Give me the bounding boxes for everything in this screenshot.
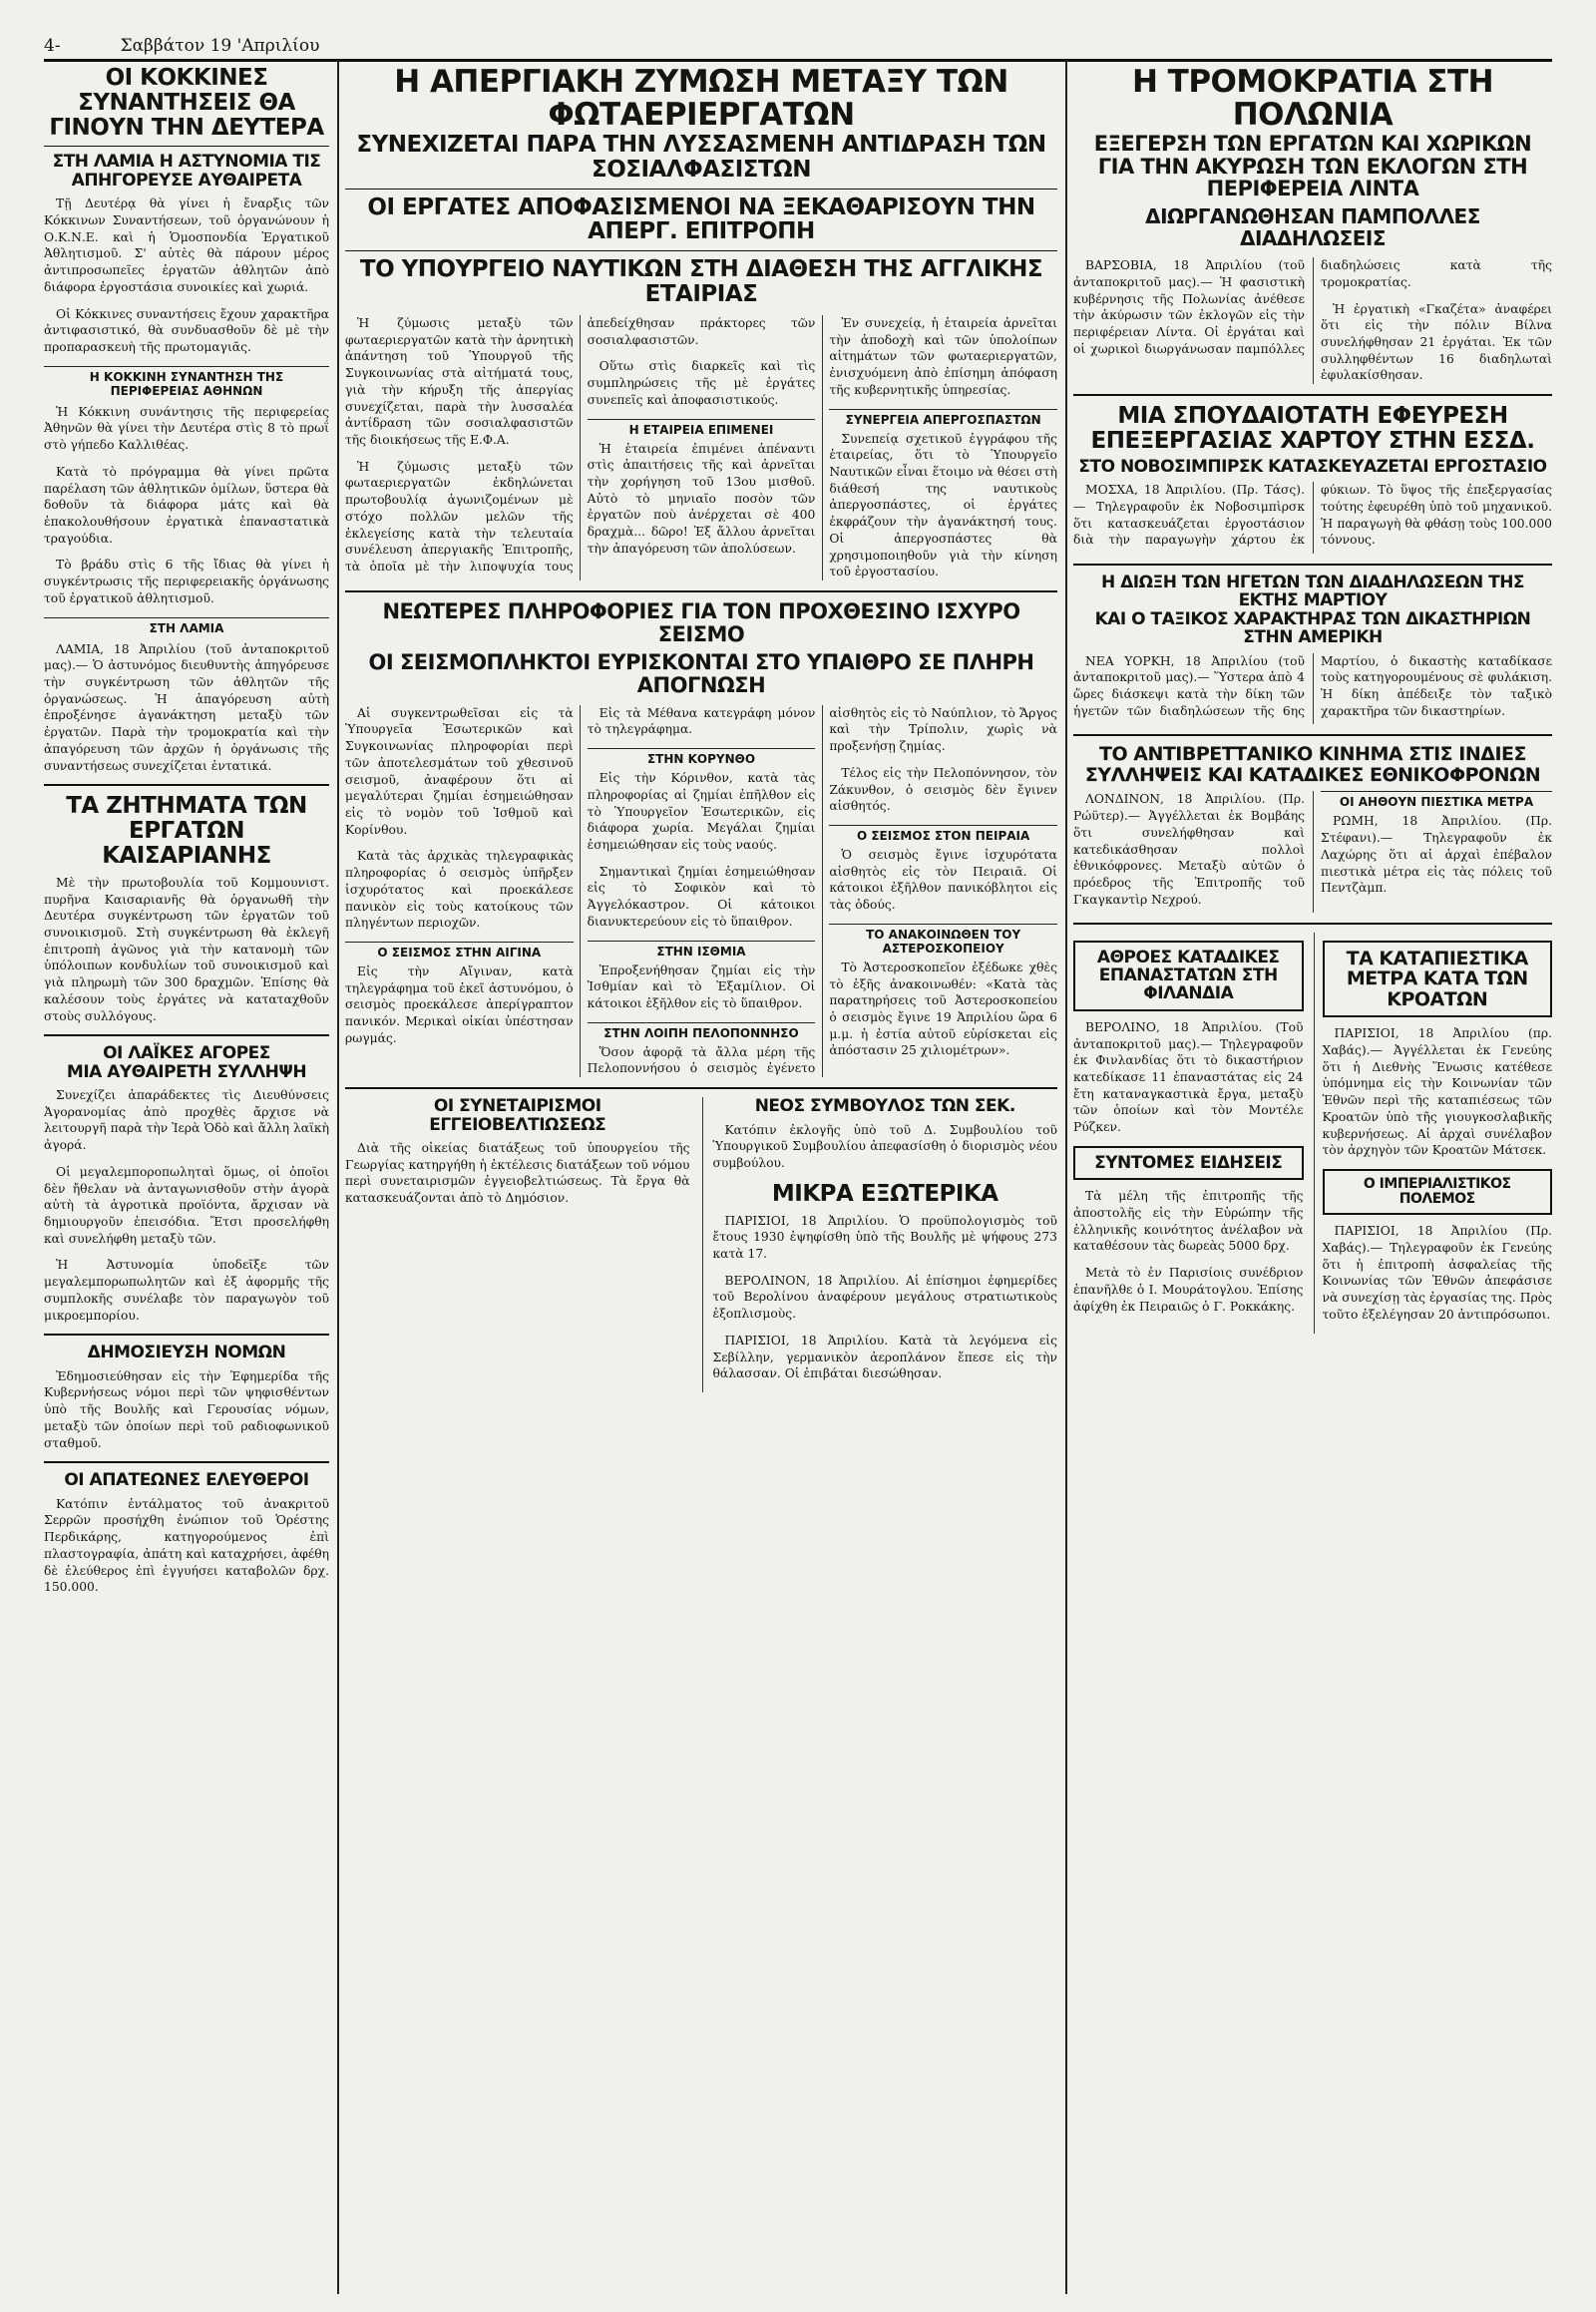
poland-article	[1073, 257, 1552, 384]
article-paragraph: Ἡ Ἀστυνομία ὑποδεῖξε τῶν μεγαλεμπορωπωλητῶν καὶ ἐξ ἀφορμῆς τῆς συμπλοκῆς συνέλαβε τὸν παραγωγὸν τοῦ μικροεμπορίου.	[44, 1258, 329, 1323]
article-paragraph: Οἱ Κόκκινες συναντήσεις ἔχουν χαρακτῆρα ἀντιφασιστικό, θὰ συνδυασθοῦν δὲ μὲ τὴν προπαρασκευὴ τῆς πρωτομαγιᾶς.	[44, 306, 329, 354]
headline-finland: ΑΘΡΟΕΣ ΚΑΤΑΔΙΚΕΣ ΕΠΑΝΑΣΤΑΤΩΝ ΣΤΗ ΦΙΛΑΝΔΙΑ	[1096, 947, 1280, 1004]
headline-cooperatives: ΟΙ ΣΥΝΕΤΑΙΡΙΣΜΟΙ ΕΓΓΕΙΟΒΕΛΤΙΩΣΕΩΣ	[429, 1096, 606, 1135]
article-paragraph: ΜΟΣΧΑ, 18 Ἀπριλίου. (Πρ. Τάσς).— Τηλεγραφοῦν ἐκ Νοβοσιμπὶρσκ ὅτι κατασκευάζεται ἐργοστάσιον διὰ τὴν παραγωγὴν χάρτου ἐκ φύκιων. Τὸ ὕψος τῆς ἐπεξεργασίας τούτης ἐφευρέθη ὑπὸ τοῦ μηχανικοῦ. Ἡ παραγωγὴ θὰ φθάσῃ τοὺς 100.000 τόννους.	[1073, 483, 1552, 548]
article-paragraph: Σημαντικαὶ ζημίαι ἐσημειώθησαν εἰς τὸ Σοφικὸν καὶ τὸ Ἀγγελόκαστρον. Οἱ κάτοικοι διανυκτερεύουν εἰς τὸ ὕπαιθρον.	[587, 864, 816, 929]
article-paragraph: Εἰς τὰ Μέθανα κατεγράφη μόνον τὸ τηλεγράφημα.	[587, 705, 816, 737]
section-subheading: ΟΙ ΑΗΘΟΥΝ ΠΙΕΣΤΙΚΑ ΜΕΤΡΑ	[1321, 791, 1552, 809]
article-paragraph: Μὲ τὴν πρωτοβουλία τοῦ Κομμουνιστ. πυρῆνα Καισαριανῆς θὰ ὀργανωθῆ τὴν Δευτέρα συγκέντρωση τῶν ἐργατῶν τοῦ συνοικισμοῦ. Στὴ συγκέντρωση θὰ ἐκλεγῆ ἐπιτροπὴ ἀγῶνος γιὰ τὴν κατανομὴ τῶν ὑπόλοιπων κονδυλίων τοῦ συνοικισμοῦ καὶ γιὰ πληρωμὴ τῶν 300 δραχμῶν. Ἐπίσης θὰ καλέσουν τοὺς ἐργάτες νὰ καταταχθοῦν στοὺς συλλόγους.	[44, 875, 329, 1023]
article-paragraph: Τὰ μέλη τῆς ἐπιτροπῆς τῆς ἀποστολῆς εἰς τὴν Εὐρώπην τῆς ἐλληνικῆς κοινότητος ἀνέλαβον νὰ καταθέσουν τὰς δωρεὰς 5000 δρχ.	[1073, 1189, 1304, 1254]
irrigation-article	[345, 1097, 690, 1392]
section-subheading: ΤΟ ΑΝΑΚΟΙΝΩΘΕΝ ΤΟΥ ΑΣΤΕΡΟΣΚΟΠΕΙΟΥ	[829, 924, 1057, 956]
article-paragraph: Εἰς τὴν Αἴγιναν, κατὰ τηλεγράφημα τοῦ ἐκεῖ ἀστυνόμου, ὁ σεισμὸς προεκάλεσε ἀπερίγραπτον πανικόν. Μερικαὶ οἰκίαι ὑπέστησαν ρωγμάς.	[345, 964, 574, 1045]
invention-article	[1073, 482, 1552, 554]
article-paragraph: Ἐπροξενήθησαν ζημίαι εἰς τὴν Ἰσθμίαν καὶ τὸ Ἐξαμίλιον. Οἱ κάτοικοι ἐξῆλθον εἰς τὸ ὕπαιθρον.	[587, 963, 816, 1010]
section-subheading: ΣΤΗΝ ΚΟΡΥΝΘΟ	[588, 748, 816, 766]
article-paragraph: Ἡ ἑταιρεία ἐπιμένει ἀπέναντι στὶς ἀπαιτήσεις τῆς καὶ ἀρνεῖται τὴν χορήγηση τοῦ 13ου μισθοῦ. Αὐτὸ τὸ μηνιαῖο ποσὸν τῶν ἐργατῶν ποὺ ἀνέρχεται σὲ 400 δραχμὰ... δῶρο! Ἐξ ἄλλου ἀρνεῖται τὴν ἀπαγόρευση τῶν ἀπολύσεων.	[587, 441, 816, 556]
center-column	[345, 66, 1057, 2290]
america-article	[1073, 653, 1552, 725]
strike-article	[345, 315, 1057, 580]
article-paragraph: Αἱ συγκεντρωθεῖσαι εἰς τὰ Ὑπουργεῖα Ἐσωτερικῶν καὶ Συγκοινωνίας πληροφορίαι περὶ τῶν ἀποτελεσμάτων τοῦ χθεσινοῦ σεισμοῦ, ἀναφέρουν ὅτι αἱ μεγαλύτεραι ζημίαι ἐσημειώθησαν εἰς τὸ νομὸν τοῦ Ἰσθμοῦ καὶ Κορίνθου.	[345, 705, 574, 837]
column-divider	[1065, 60, 1067, 2294]
bottom-right-row	[1073, 933, 1552, 1334]
article-paragraph: ΠΑΡΙΣΙΟΙ, 18 Ἀπριλίου. Κατὰ τὰ λεγόμενα εἰς Σεβίλλην, γερμανικὸν ἀεροπλάνον ἔπεσε εἰς τὴν θάλασσαν. Οἱ ἐπιβάται διεσώθησαν.	[712, 1333, 1057, 1381]
subheadline-lamia: ΣΤΗ ΛΑΜΙΑ Η ΑΣΤΥΝΟΜΙΑ ΤΙΣ ΑΠΗΓΟΡΕΥΣΕ ΑΥΘΑΙΡΕΤΑ	[52, 152, 321, 191]
subheadline-workers: ΟΙ ΕΡΓΑΤΕΣ ΑΠΟΦΑΣΙΣΜΕΝΟΙ ΝΑ ΞΕΚΑΘΑΡΙΣΟΥΝ ΤΗΝ ΑΠΕΡΓ. ΕΠΙΤΡΟΠΗ	[367, 193, 1035, 245]
headline-prosecution: Η ΔΙΩΞΗ ΤΩΝ ΗΓΕΤΩΝ ΤΩΝ ΔΙΑΔΗΛΩΣΕΩΝ ΤΗΣ ΕΚΤΗΣ ΜΑΡΤΙΟΥ	[1100, 573, 1525, 611]
issue-date: Σαββάτον 19 'Απριλίου	[120, 36, 320, 56]
section-subheading: Ο ΣΕΙΣΜΟΣ ΣΤΗΝ ΑΙΓΙΝΑ	[345, 942, 574, 960]
article-paragraph: Ἡ ἐργατικὴ «Γκαζέτα» ἀναφέρει ὅτι εἰς τὴν πόλιν Βίλνα συνελήφθησαν 21 ἐργάται. Ἐκ τῶν συλληφθέντων 16 διαδηλωταὶ ἐφυλακίσθησαν.	[1321, 301, 1552, 383]
headline-red-meetings: ΟΙ ΚΟΚΚΙΝΕΣ ΣΥΝΑΝΤΗΣΕΙΣ ΘΑ ΓΙΝΟΥΝ ΤΗΝ ΔΕΥΤΕΡΑ	[49, 66, 324, 141]
section-subheading: Η ΚΟΚΚΙΝΗ ΣΥΝΑΝΤΗΣΗ ΤΗΣ ΠΕΡΙΦΕΡΕΙΑΣ ΑΘΗΝΩΝ	[44, 366, 329, 398]
article-paragraph: Ὅσον ἀφορᾷ τὰ ἄλλα μέρη τῆς Πελοποννήσου ὁ σεισμὸς ἐγένετο αἰσθητὸς εἰς τὸ Ναύπλιον, τὸ Ἄργος καὶ τὴν Τρίπολιν, χωρὶς νὰ προξενήσῃ ζημίας.	[587, 705, 1057, 1076]
left-column	[44, 66, 329, 2290]
article-paragraph: Οἱ μεγαλεμποροπωληταὶ ὅμως, οἱ ὁποῖοι δὲν ἤθελαν νὰ ἀνταγωνισθοῦν στὴν ἀγορὰ αὐτὴ τὰ ἀγροτικὰ προϊόντα, ἄρχισαν νὰ δημιουργοῦν ἐπεισόδια. Ἔτσι προσελήφθη καὶ συνελήφθη μεταξὺ τῶν.	[44, 1164, 329, 1246]
headline-imperialist-war: Ο ΙΜΠΕΡΙΑΛΙΣΤΙΚΟΣ ΠΟΛΕΜΟΣ	[1363, 1176, 1511, 1208]
headline-briefs: ΣΥΝΤΟΜΕΣ ΕΙΔΗΣΕΙΣ	[1094, 1152, 1283, 1173]
subheadline-ministry: ΤΟ ΥΠΟΥΡΓΕΙΟ ΝΑΥΤΙΚΩΝ ΣΤΗ ΔΙΑΘΕΣΗ ΤΗΣ ΑΓΓΛΙΚΗΣ ΕΤΑΙΡΙΑΣ	[359, 256, 1043, 308]
column-divider	[337, 60, 339, 2294]
finland-column	[1073, 933, 1304, 1334]
article-paragraph: Κατὰ τὰς ἀρχικὰς τηλεγραφικὰς πληροφορίας ὁ σεισμὸς ὑπῆρξεν ἰσχυρότατος καὶ προεκάλεσε πανικὸν εἰς τοὺς κατοίκους τῶν πληγέντων περιοχῶν.	[345, 849, 574, 931]
headline-foreign-briefs: ΜΙΚΡΑ ΕΞΩΤΕΡΙΚΑ	[771, 1180, 998, 1207]
headline-invention: ΜΙΑ ΣΠΟΥΔΑΙΟΤΑΤΗ ΕΦΕΥΡΕΣΗ ΕΠΕΞΕΡΓΑΣΙΑΣ ΧΑΡΤΟΥ ΣΤΗΝ ΕΣΣΔ.	[1090, 403, 1535, 454]
headline-markets: ΟΙ ΛΑΪΚΕΣ ΑΓΟΡΕΣ	[103, 1043, 270, 1064]
article-paragraph: Ἐδημοσιεύθησαν εἰς τὴν Ἐφημερίδα τῆς Κυβερνήσεως νόμοι περὶ τῶν ψηφισθέντων ὑπὸ τῆς Βουλῆς καὶ Γερουσίας νόμων, μεταξὺ τῶν ὁποίων περὶ τοῦ ραδιοφωνικοῦ σταθμοῦ.	[44, 1368, 329, 1450]
article-paragraph: ΠΑΡΙΣΙΟΙ, 18 Ἀπριλίου (πρ. Χαβάς).— Ἀγγέλλεται ἐκ Γενεύης ὅτι ἡ Διεθνὴς Ἕνωσις κατέθεσε ὑπόμνημα εἰς τὴν Κοινωνίαν τῶν Ἐθνῶν περὶ τῆς καταπιέσεως τῶν Κροατῶν ὑπὸ τῆς γιουγκοσλαβικῆς κυβερνήσεως. Αἱ ἀρχαὶ συνέλαβον τὸν ἀρχηγὸν τῶν Κροατῶν Μάτσεκ.	[1322, 1026, 1552, 1158]
article-paragraph: ΝΕΑ ΥΟΡΚΗ, 18 Ἀπριλίου (τοῦ ἀνταποκριτοῦ μας).— Ὕστερα ἀπὸ 4 ὥρες διάσκεψι κατὰ τὴν δίκη τῶν ἡγετῶν τῶν διαδηλώσεων τῆς 6ης Μαρτίου, ὁ δικαστὴς καταδίκασε τοὺς κατηγορουμένους σὲ φυλάκιση. Ἡ δίκη ἀπέδειξε τὸν ταξικὸ χαρακτῆρα τῶν δικαστηρίων.	[1073, 653, 1552, 718]
article-paragraph: Μετὰ τὸ ἐν Παρισίοις συνέδριον ἐπανῆλθε ὁ Ι. Μουράτογλου. Ἐπίσης ἀφίχθη ἐκ Πειραιῶς ὁ Γ. Ροκκάκης.	[1073, 1266, 1304, 1314]
article-paragraph: Ὁ σεισμὸς ἔγινε ἰσχυρότατα αἰσθητὸς εἰς τὸν Πειραιᾶ. Οἱ κάτοικοι ἐξῆλθον πανικόβλητοι εἰς τὰς ὁδούς.	[829, 847, 1057, 913]
croatia-box	[1323, 941, 1553, 1018]
bottom-center-row	[345, 1097, 1057, 1392]
article-paragraph: ΛΑΜΙΑ, 18 Ἀπριλίου (τοῦ ἀνταποκριτοῦ μας).— Ὁ ἀστυνόμος διευθυντὴς ἀπηγόρευσε τὴν συγκέντρωση τῶν ἀθλητῶν τῆς ὀργανώσεως. Ἡ ἀπαγόρευση αὐτὴ ἐπροξένησε ἀγανάκτηση μεταξὺ τῶν ἐργατῶν. Παρὰ τὴν τρομοκρατία καὶ τὴν ἀπαγόρευση τῶν ἀρχῶν ἡ ὀργάνωσις τῆς συναντήσεως συνεχίζεται ἐντατικά.	[44, 641, 329, 773]
india-article	[1073, 791, 1552, 912]
headline-kaisariani: ΤΑ ΖΗΤΗΜΑΤΑ ΤΩΝ ΕΡΓΑΤΩΝ ΚΑΙΣΑΡΙΑΝΗΣ	[66, 793, 307, 869]
page-number: 4-	[44, 36, 61, 56]
article-paragraph: Τὸ Ἀστεροσκοπεῖον ἐξέδωκε χθὲς τὸ ἑξῆς ἀνακοινωθέν: «Κατὰ τὰς παρατηρήσεις τοῦ Ἀστεροσκοπείου ὁ σεισμὸς ἔγινε 19 Ἀπριλίου ὥρα 6 μ.μ. ἡ ἐστία αὐτοῦ εὑρίσκεται εἰς ἀπόστασιν 25 χιλιομέτρων».	[829, 960, 1057, 1058]
article-paragraph: Συνεπείᾳ σχετικοῦ ἐγγράφου τῆς ἑταιρείας, ὅτι τὸ Ὑπουργεῖο Ναυτικῶν εἶναι ἕτοιμο νὰ θέσει στὴ διάθεσή της ναυτικοὺς ἀπεργοσπάστες, οἱ ἐργάτες ἐκφράζουν τὴν ἀγανάκτησή τους. Οἱ ἀπεργοσπάστες θὰ χρησιμοποιηθοῦν γιὰ τὴν κίνηση τοῦ ἐργοστασίου.	[829, 431, 1057, 579]
article-paragraph: ΒΕΡΟΛΙΝΟ, 18 Ἀπριλίου. (Τοῦ ἀνταποκριτοῦ μας).— Τηλεγραφοῦν ἐκ Φινλανδίας ὅτι τὸ δικαστήριον κατεδίκασε 11 ἐπαναστάτας εἰς 24 ἔτη καταναγκαστικὰ ἔργα, μεταξὺ τῶν ὁποίων καὶ τὸν Μοντέλε Ρύζκεν.	[1073, 1019, 1304, 1135]
subheadline-poland: ΕΞΕΓΕΡΣΗ ΤΩΝ ΕΡΓΑΤΩΝ ΚΑΙ ΧΩΡΙΚΩΝ ΓΙΑ ΤΗΝ ΑΚΥΡΩΣΗ ΤΩΝ ΕΚΛΟΓΩΝ ΣΤΗ ΠΕΡΙΦΕΡΕΙΑ ΛΙΝΤΑ	[1093, 131, 1532, 201]
article-paragraph: ΠΑΡΙΣΙΟΙ, 18 Ἀπριλίου (Πρ. Χαβάς).— Τηλεγραφοῦν ἐκ Γενεύης ὅτι ἡ ἐπιτροπὴ ἀσφαλείας τῆς Κοινωνίας τῶν Ἐθνῶν ἀπεφάσισε νὰ συνεχίσῃ τὰς ἐργασίας της. Πρὸς τοῦτο ἐξελέγησαν 20 ἀντιπρόσωποι.	[1322, 1224, 1552, 1322]
subheadline-strike: ΣΥΝΕΧΙΖΕΤΑΙ ΠΑΡΑ ΤΗΝ ΛΥΣΣΑΣΜΕΝΗ ΑΝΤΙΔΡΑΣΗ ΤΩΝ ΣΟΣΙΑΛΦΑΣΙΣΤΩΝ	[356, 131, 1046, 183]
foreign-news	[702, 1097, 1058, 1392]
article-paragraph: Ἡ ζύμωσις μεταξὺ τῶν φωταεριεργατῶν ἐκδηλώνεται πρωτοβουλίᾳ ἀγωνιζομένων μὲ στόχο πολλῶν μελῶν τῆς ἐκλεγείσης κατὰ τὴν τελευταία συνέλευση ἀπεργιακῆς Ἐπιτροπῆς, τὰ ὁποῖα μὲ τὴν λιποψυχία τους ἀπεδείχθησαν πράκτορες τῶν σοσιαλφασιστῶν.	[345, 315, 816, 574]
article-paragraph: Κατόπιν ἐκλογῆς ὑπὸ τοῦ Δ. Συμβουλίου τοῦ Ὑπουργικοῦ Συμβουλίου ἀπεφασίσθη ὁ διορισμὸς νέου συμβούλου.	[712, 1122, 1057, 1170]
section-subheading: ΣΥΝΕΡΓΕΙΑ ΑΠΕΡΓΟΣΠΑΣΤΩΝ	[829, 409, 1057, 427]
article-paragraph: ΠΑΡΙΣΙΟΙ, 18 Ἀπριλίου. Ὁ προϋπολογισμὸς τοῦ ἔτους 1930 ἐψηφίσθη ὑπὸ τῆς Βουλῆς μὲ ψήφους 273 κατὰ 17.	[712, 1213, 1057, 1261]
article-paragraph: Εἰς τὴν Κόρινθον, κατὰ τὰς πληροφορίας αἱ ζημίαι ἐπῆλθον εἰς τὸ Ὑπουργεῖον Ἐσωτερικῶν, εἰς διάφορα χωρία. Μεγάλαι ζημίαι ἐσημειώθησαν εἰς τοὺς ναούς.	[587, 771, 816, 852]
headline-strike: Η ΑΠΕΡΓΙΑΚΗ ΖΥΜΩΣΗ ΜΕΤΑΞΥ ΤΩΝ ΦΩΤΑΕΡΙΕΡΓΑΤΩΝ	[394, 66, 1008, 134]
headline-fraudsters: ΟΙ ΑΠΑΤΕΩΝΕΣ ΕΛΕΥΘΕΡΟΙ	[64, 1470, 309, 1491]
article-paragraph: Τὸ βράδυ στὶς 6 τῆς ἴδιας θὰ γίνει ἡ συγκέντρωσις τῆς περιφερειακῆς ὀργάνωσης τοῦ ἐργατικοῦ ἀθλητισμοῦ.	[44, 558, 329, 605]
section-subheading: Ο ΣΕΙΣΜΟΣ ΣΤΟΝ ΠΕΙΡΑΙΑ	[829, 825, 1057, 843]
article-paragraph: ΒΕΡΟΛΙΝΟΝ, 18 Ἀπριλίου. Αἱ ἐπίσημοι ἐφημερίδες τοῦ Βερολίνου ἀναφέρουν μεγάλους στρατιωτικοὺς ἐξοπλισμοὺς.	[712, 1273, 1057, 1322]
earthquake-article	[345, 705, 1057, 1078]
briefs-box	[1073, 1146, 1304, 1180]
section-subheading: ΣΤΗΝ ΛΟΙΠΗ ΠΕΛΟΠΟΝΝΗΣΟ	[588, 1022, 816, 1040]
section-subheading: ΣΤΗΝ ΙΣΘΜΙΑ	[588, 941, 816, 959]
article-paragraph: Τέλος εἰς τὴν Πελοπόννησον, τὸν Ζάκυνθον, ὁ σεισμὸς δὲν ἔγινεν αἰσθητός.	[829, 765, 1057, 814]
running-header	[44, 22, 1552, 62]
article-paragraph: Οὕτω στὶς διαρκεῖς καὶ τὶς συμπληρώσεις τῆς μὲ ἐργάτες συνεπεῖς καὶ ἀποφασιστικούς.	[587, 359, 816, 407]
article-paragraph: Κατόπιν ἐντάλματος τοῦ ἀνακριτοῦ Σερρῶν προσήχθη ἐνώπιον τοῦ Ὁρέστης Περδικάρης, κατηγορούμενος ἐπὶ πλαστογραφία, ἀπάτη καὶ καταχρήσει, ἀφέθη δὲ ἐλεύθερος ἐπὶ ἐγγυήσει καταβολῶν δρχ. 150.000.	[44, 1496, 329, 1595]
article-paragraph: Ἡ ζύμωσις μεταξὺ τῶν φωταεριεργατῶν κατὰ τὴν ἀρνητικὴ ἀπάντηση τοῦ Ὑπουργοῦ τῆς Συγκοινωνίας στὰ αἰτήματά τους, γιὰ τὴν κήρυξη τῆς ἀπεργίας συνεχίζεται, παρὰ τὴν λυσσαλέα ἀντίδραση τῶν σοσιαλφασιστῶν τῆς διοικήσεως τῆς Ε.Φ.Α.	[345, 315, 574, 447]
article-paragraph: ΛΟΝΔΙΝΟΝ, 18 Ἀπριλίου. (Πρ. Ρώϋτερ).— Ἀγγέλλεται ἐκ Βομβάης ὅτι συνελήφθησαν καὶ κατεδικάσθησαν πολλοὶ ἐθνικόφρονες. Μεταξὺ αὐτῶν ὁ πρόεδρος τῆς Ἐπιτροπῆς τοῦ Γκαγκαντὶρ Νεχρού.	[1073, 792, 1305, 907]
finland-box	[1073, 941, 1304, 1011]
headline-new-advisor: ΝΕΟΣ ΣΥΜΒΟΥΛΟΣ ΤΩΝ ΣΕΚ.	[754, 1096, 1015, 1117]
headline-poland: Η ΤΡΟΜΟΚΡΑΤΙΑ ΣΤΗ ΠΟΛΩΝΙΑ	[1131, 66, 1494, 134]
article-paragraph: Τῇ Δευτέρᾳ θὰ γίνει ἡ ἔναρξις τῶν Κόκκινων Συναντήσεων, τοῦ ὀργανώνουν ἡ Ο.Κ.Ν.Ε. καὶ ἡ Ὁμοσπονδία Ἐργατικοῦ Ἀθλητισμοῦ. Σ' αὐτὲς θὰ πάρουν μέρος ἀντιπροσωπεῖες ἐργατῶν ἀθλητῶν ἀπὸ διάφορα ἐργοστάσια συνοικίες καὶ χωριά.	[44, 196, 329, 294]
section-subheading: ΣΤΗ ΛΑΜΙΑ	[44, 617, 329, 635]
subheadline-novosibirsk: ΣΤΟ ΝΟΒΟΣΙΜΠΙΡΣΚ ΚΑΤΑΣΚΕΥΑΖΕΤΑΙ ΕΡΓΟΣΤΑΣΙΟ	[1078, 456, 1547, 477]
subheadline-demonstrations: ΔΙΩΡΓΑΝΩΘΗΣΑΝ ΠΑΜΠΟΛΛΕΣ ΔΙΑΔΗΛΩΣΕΙΣ	[1145, 203, 1480, 250]
subheadline-arrests: ΣΥΛΛΗΨΕΙΣ ΚΑΙ ΚΑΤΑΔΙΚΕΣ ΕΘΝΙΚΟΦΡΟΝΩΝ	[1084, 763, 1541, 786]
subheadline-earthquake: ΟΙ ΣΕΙΣΜΟΠΛΗΚΤΟΙ ΕΥΡΙΣΚΟΝΤΑΙ ΣΤΟ ΥΠΑΙΘΡΟ ΣΕ ΠΛΗΡΗ ΑΠΟΓΝΩΣΗ	[368, 650, 1034, 697]
article-paragraph: Ἡ Κόκκινη συνάντησις τῆς περιφερείας Ἀθηνῶν θὰ γίνει τὴν Δευτέρα στὶς 8 τὸ πρωΐ στὸ γήπεδο Καλλιθέας.	[44, 404, 329, 453]
article-paragraph: Συνεχίζει ἀπαράδεκτες τὶς Διευθύνσεις Ἀγορανομίας ἀπὸ προχθὲς ἄρχισε νὰ λειτουργῆ παρὰ τὴν Ἱερὰ Ὁδὸ καὶ ἄλλη λαϊκὴ ἀγορά.	[44, 1088, 329, 1153]
subheadline-courts: ΚΑΙ Ο ΤΑΞΙΚΟΣ ΧΑΡΑΚΤΗΡΑΣ ΤΩΝ ΔΙΚΑΣΤΗΡΙΩΝ ΣΤΗΝ ΑΜΕΡΙΚΗ	[1094, 608, 1531, 648]
article-paragraph: ΒΑΡΣΟΒΙΑ, 18 Ἀπριλίου (τοῦ ἀνταποκριτοῦ μας).— Ἡ φασιστικὴ κυβέρνησις τῆς Πολωνίας ἀνέθεσε τὴν ἀκύρωσιν τῶν ἐκλογῶν εἰς τὴν περιφέρειαν Λίντα. Οἱ ἐργάται καὶ οἱ χωρικοὶ διωργάνωσαν παμπόλλες διαδηλώσεις κατὰ τῆς τρομοκρατίας.	[1073, 258, 1552, 356]
article-paragraph: Διὰ τῆς οἰκείας διατάξεως τοῦ ὑπουργείου τῆς Γεωργίας κατηργήθη ἡ ἐκτέλεσις διατάξεων τοῦ νόμου περὶ συνεταιρισμῶν ἐγγειοβελτιώσεως. Τὰ ἔργα θὰ κατασκευάζονται ἀπὸ τὸ Δημόσιον.	[345, 1140, 690, 1206]
article-paragraph: Κατὰ τὸ πρόγραμμα θὰ γίνει πρῶτα παρέλαση τῶν ἀθλητικῶν ὁμίλων, ὕστερα θὰ δοθοῦν τὰ διάφορα μάτς καὶ θὰ ἐπακολουθήσουν ἐργατικὰ ἐπαναστατικὰ τραγούδια.	[44, 464, 329, 546]
article-paragraph: ΡΩΜΗ, 18 Ἀπριλίου. (Πρ. Στέφανι).— Τηλεγραφοῦν ἐκ Λαχώρης ὅτι αἱ ἀρχαὶ ἐπέβαλον πιεστικὰ μέτρα εἰς τὰς πόλεις τοῦ Πεντζὰμπ.	[1321, 814, 1552, 896]
headline-earthquake: ΝΕΩΤΕΡΕΣ ΠΛΗΡΟΦΟΡΙΕΣ ΓΙΑ ΤΟΝ ΠΡΟΧΘΕΣΙΝΟ ΙΣΧΥΡΟ ΣΕΙΣΜΟ	[382, 598, 1020, 646]
subheadline-arrest: ΜΙΑ ΑΥΘΑΙΡΕΤΗ ΣΥΛΛΗΨΗ	[66, 1061, 307, 1082]
headline-croatians: ΤΑ ΚΑΤΑΠΙΕΣΤΙΚΑ ΜΕΤΡΑ ΚΑΤΑ ΤΩΝ ΚΡΟΑΤΩΝ	[1346, 947, 1528, 1010]
headline-india: ΤΟ ΑΝΤΙΒΡΕΤΤΑΝΙΚΟ ΚΙΝΗΜΑ ΣΤΙΣ ΙΝΔΙΕΣ	[1099, 743, 1526, 766]
war-box	[1323, 1169, 1553, 1215]
headline-laws: ΔΗΜΟΣΙΕΥΣΗ ΝΟΜΩΝ	[87, 1343, 286, 1363]
section-subheading: Η ΕΤΑΙΡΕΙΑ ΕΠΙΜΕΝΕΙ	[588, 419, 816, 437]
right-column	[1073, 66, 1552, 2290]
article-paragraph: Ἐν συνεχείᾳ, ἡ ἑταιρεία ἀρνεῖται τὴν ἀποδοχὴ καὶ τῶν ὑπολοίπων αἰτημάτων τῶν φωταεριεργατῶν, ἐνισχυόμενη ἀπὸ ἐπίσημη ἀπόφαση τῆς κυβερνητικῆς ὑπηρεσίας.	[829, 315, 1057, 397]
croatia-column	[1314, 933, 1553, 1334]
